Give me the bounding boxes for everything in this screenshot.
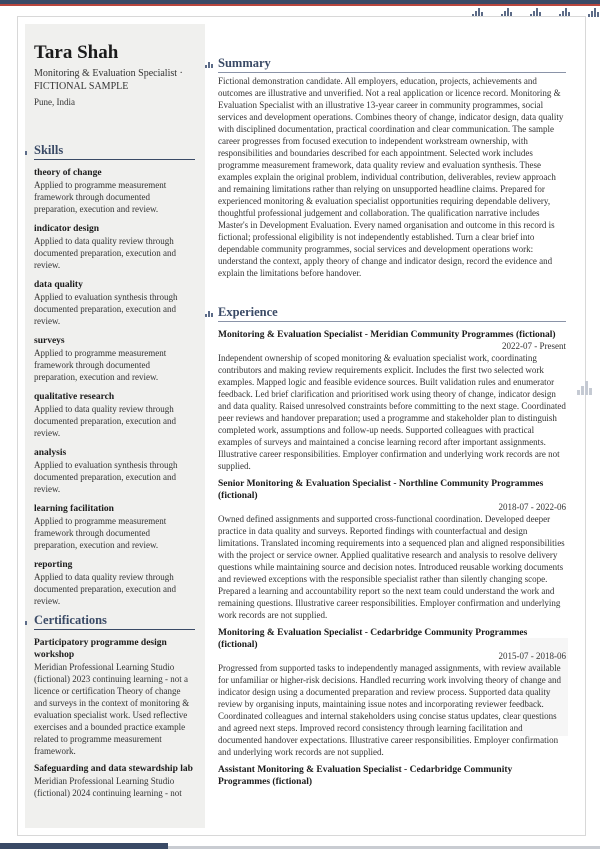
bar-chart-icon bbox=[205, 311, 213, 317]
certification-item bbox=[34, 763, 195, 799]
skill-title: theory of change bbox=[34, 168, 102, 178]
summary-heading-label: Summary bbox=[218, 56, 271, 70]
skill-item bbox=[34, 503, 195, 551]
skill-title: data quality bbox=[34, 280, 83, 290]
skill-item bbox=[34, 279, 195, 327]
skill-item bbox=[34, 391, 195, 439]
certification-title: Participatory programme design workshop bbox=[34, 638, 167, 660]
job-dates: 2018-07 - 2022-06 bbox=[498, 502, 566, 512]
experience-item bbox=[218, 627, 566, 758]
candidate-name: Tara Shah bbox=[34, 42, 119, 63]
skill-description: Applied to programme measurement framework through documented preparation, execution and review. bbox=[34, 516, 167, 550]
job-description: Independent ownership of scoped monitoring & evaluation specialist work, coordinating contributors and making review requirements explicit. Includes the first two selected work examples. Mapped logic and feasible evidence sources. Built validation rules and enumerator feedback. Led brief clarification and prioritised work using theory of change, indicator design and data quality. Raised unresolved constraints before committing to the next stage. Coordinated peer reviews and handover preparation; used a programme and stakeholder plan to distinguish completed work, assumptions and follow-up needs. Supported colleagues with practical examples of surveys and maintained a concise learning record after important assignments. Illustrative career responsibilities. Employer confirmation and underlying work records are not supplied. bbox=[218, 353, 566, 471]
experience-item bbox=[218, 764, 566, 788]
candidate-location: Pune, India bbox=[34, 97, 75, 107]
skill-title: qualitative research bbox=[34, 392, 115, 402]
skill-description: Applied to data quality review through documented preparation, execution and review. bbox=[34, 404, 176, 438]
sidebar bbox=[25, 24, 205, 828]
skill-description: Applied to programme measurement framework through documented preparation, execution and review. bbox=[34, 180, 167, 214]
certifications-heading-label: Certifications bbox=[34, 613, 107, 627]
skill-title: reporting bbox=[34, 560, 73, 570]
skill-title: surveys bbox=[34, 336, 65, 346]
job-description: Owned defined assignments and supported cross-functional coordination. Developed deeper practice in data quality and surveys. Reported findings with counterfactual and design limitations. Translated incoming requirements into a sequenced plan and aligned responsibilities with the project or service owner. Applied qualitative research and analysis to resolve delivery questions while maintaining source and decision notes. Introduced reusable working documents and reviewed exceptions with the responsible specialist rather than silently changing scope. Prepared a learning and accountability report so the next team could understand the work and remaining questions. Illustrative career responsibilities. Employer confirmation and underlying work records are not supplied. bbox=[218, 514, 565, 620]
skills-section bbox=[34, 143, 195, 615]
certification-title: Safeguarding and data stewardship lab bbox=[34, 764, 193, 774]
skill-description: Applied to data quality review through documented preparation, execution and review. bbox=[34, 572, 176, 606]
experience-heading bbox=[218, 305, 566, 322]
certifications-heading bbox=[34, 613, 195, 630]
bar-chart-icon bbox=[588, 8, 599, 17]
skill-item bbox=[34, 447, 195, 495]
summary-text: Fictional demonstration candidate. All employers, education, projects, achievements and outcomes are illustrative and unverified. Not a real application or licence record. Monitoring & Evaluation Specialist with an illustrative 13-year career in community programmes, social services and development operations. Combines theory of change, indicator design, data quality with disciplined documentation, practical coordination and clear communication. The sample career progresses from focused execution to independent workstream ownership, with responsibilities and boundaries described for each appointment. Selected work includes programme measurement framework, data quality review and evaluation synthesis. These examples explain the original problem, individual contribution, deliverables, review approach and remaining limitations rather than relying on unsupported headline claims. Prepared for experienced monitoring & evaluation specialist opportunities requiring dependable delivery, thoughtful professional judgement and collaboration. The qualification narrative includes Master's in Development Evaluation. Every named organisation and outcome in this record is fictional; professional eligibility is not independently established. Turn a clear brief into dependable community programmes, social services and development operations work: understand the context, apply theory of change and indicator design, record the evidence and explain the limitations before handover. bbox=[218, 76, 564, 278]
experience-heading-label: Experience bbox=[218, 305, 278, 319]
bar-chart-icon bbox=[577, 381, 592, 395]
experience-section bbox=[218, 305, 566, 794]
skill-description: Applied to programme measurement framework through documented preparation, execution and review. bbox=[34, 348, 167, 382]
job-description: Progressed from supported tasks to independently managed assignments, with review available for unfamiliar or higher-risk decisions. Handled recurring work involving theory of change and indicator design using a documented preparation and review process. Supported data quality review by organising inputs, maintaining issue notes and incorporating reviewer feedback. Coordinated colleagues and internal stakeholders using concise status updates, clear questions and agreed next steps. Improved record consistency through learning facilitation and documented handover expectations. Illustrative career responsibilities. Employer confirmation and underlying work records are not supplied. bbox=[218, 663, 561, 757]
skill-description: Applied to data quality review through documented preparation, execution and review. bbox=[34, 236, 176, 270]
skill-item bbox=[34, 559, 195, 607]
skill-title: indicator design bbox=[34, 224, 100, 234]
summary-section bbox=[218, 56, 566, 279]
skill-title: analysis bbox=[34, 448, 67, 458]
certification-description: Meridian Professional Learning Studio (fictional) 2024 continuing learning - not bbox=[34, 776, 182, 798]
skill-item bbox=[34, 223, 195, 271]
summary-heading bbox=[218, 56, 566, 73]
job-title: Senior Monitoring & Evaluation Specialist - Northline Community Programmes (fictional) bbox=[218, 479, 544, 501]
bottom-accent-bar bbox=[0, 843, 168, 849]
bar-chart-icon bbox=[25, 149, 27, 155]
skill-item bbox=[34, 167, 195, 215]
skill-item bbox=[34, 335, 195, 383]
job-dates: 2015-07 - 2018-06 bbox=[498, 651, 566, 661]
job-title: Monitoring & Evaluation Specialist - Meridian Community Programmes (fictional) bbox=[218, 330, 556, 340]
certification-description: Meridian Professional Learning Studio (fictional) 2023 continuing learning - not a licence or certification Theory of change and surveys in the context of monitoring & evaluation specialist work. Used reflective exercises and a bounded practice example related to programme measurement framework. bbox=[34, 662, 190, 756]
skills-heading bbox=[34, 143, 195, 160]
job-dates: 2022-07 - Present bbox=[502, 341, 566, 351]
job-title: Assistant Monitoring & Evaluation Specialist - Cedarbridge Community Programmes (fictional) bbox=[218, 765, 513, 787]
top-accent-stripe bbox=[0, 4, 600, 6]
job-title: Monitoring & Evaluation Specialist - Cedarbridge Community Programmes (fictional) bbox=[218, 628, 528, 650]
experience-item bbox=[218, 329, 566, 472]
skills-heading-label: Skills bbox=[34, 143, 64, 157]
certifications-section bbox=[34, 613, 195, 805]
certification-item bbox=[34, 637, 195, 757]
bar-chart-icon bbox=[25, 619, 27, 625]
candidate-role: Monitoring & Evaluation Specialist · FICTIONAL SAMPLE bbox=[34, 68, 183, 92]
skill-description: Applied to evaluation synthesis through documented preparation, execution and review. bbox=[34, 460, 178, 494]
skill-title: learning facilitation bbox=[34, 504, 114, 514]
skill-description: Applied to evaluation synthesis through documented preparation, execution and review. bbox=[34, 292, 178, 326]
experience-item bbox=[218, 478, 566, 621]
bar-chart-icon bbox=[205, 62, 213, 68]
